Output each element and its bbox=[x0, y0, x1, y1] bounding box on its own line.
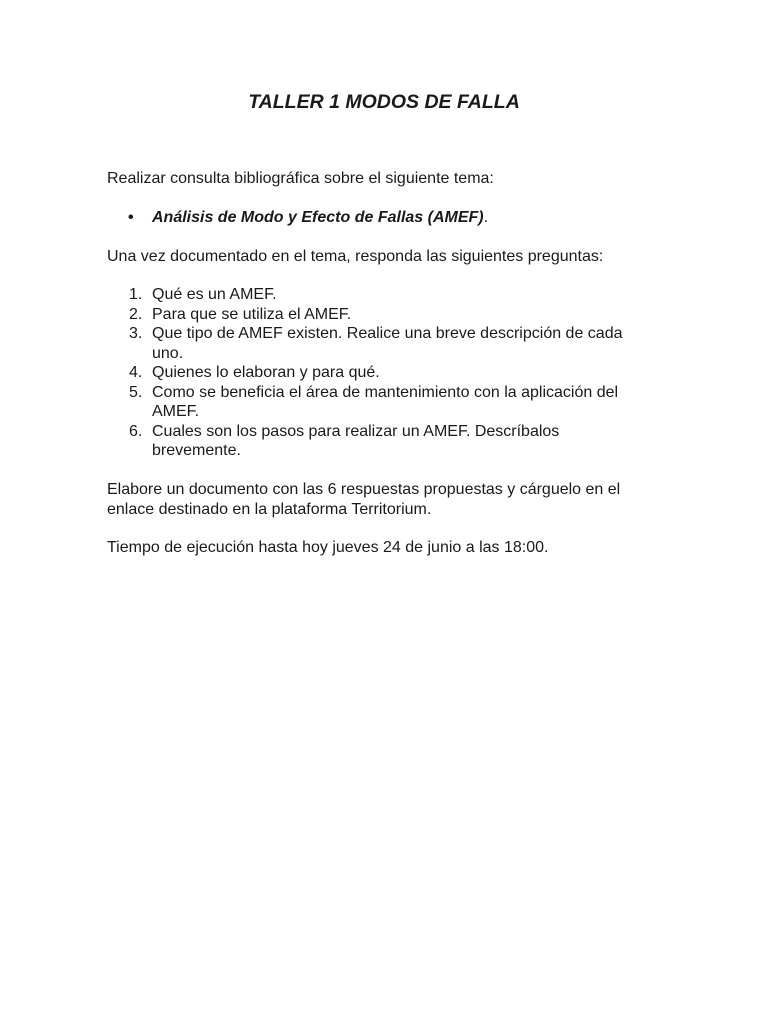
question-text: Que tipo de AMEF existen. Realice una breve descripción de cada uno. bbox=[152, 325, 623, 362]
topic-text bbox=[152, 208, 488, 228]
question-number: 1. bbox=[129, 286, 143, 303]
instruction-paragraph: Una vez documentado en el tema, responda las siguientes preguntas: bbox=[107, 248, 604, 265]
document-title: TALLER 1 MODOS DE FALLA bbox=[248, 91, 520, 113]
question-item bbox=[129, 324, 649, 363]
bullet-marker: • bbox=[128, 209, 134, 226]
question-text: Para que se utiliza el AMEF. bbox=[152, 305, 352, 323]
question-text: Como se beneficia el área de mantenimiento con la aplicación del AMEF. bbox=[152, 383, 619, 420]
topic-suffix: . bbox=[483, 209, 489, 226]
question-number: 4. bbox=[129, 364, 143, 381]
question-number: 3. bbox=[129, 325, 143, 342]
question-number: 2. bbox=[129, 305, 143, 323]
intro-paragraph: Realizar consulta bibliográfica sobre el siguiente tema: bbox=[107, 170, 494, 187]
question-item bbox=[129, 285, 649, 305]
topic-name: Análisis de Modo y Efecto de Fallas (AMEF) bbox=[152, 209, 484, 226]
submission-paragraph: Elabore un documento con las 6 respuestas propuestas y cárguelo en el enlace destinado en la plataforma Territorium. bbox=[107, 481, 621, 518]
deadline-paragraph: Tiempo de ejecución hasta hoy jueves 24 de junio a las 18:00. bbox=[107, 539, 549, 556]
question-number: 6. bbox=[129, 422, 143, 440]
question-text: Quienes lo elaboran y para qué. bbox=[152, 364, 380, 381]
question-item bbox=[129, 363, 649, 383]
question-item bbox=[129, 383, 649, 422]
question-text: Cuales son los pasos para realizar un AMEF. Descríbalos brevemente. bbox=[152, 422, 560, 459]
question-number: 5. bbox=[129, 383, 143, 401]
question-text: Qué es un AMEF. bbox=[152, 286, 277, 303]
questions-list bbox=[129, 285, 649, 461]
question-item bbox=[129, 305, 649, 325]
question-item bbox=[129, 422, 649, 461]
